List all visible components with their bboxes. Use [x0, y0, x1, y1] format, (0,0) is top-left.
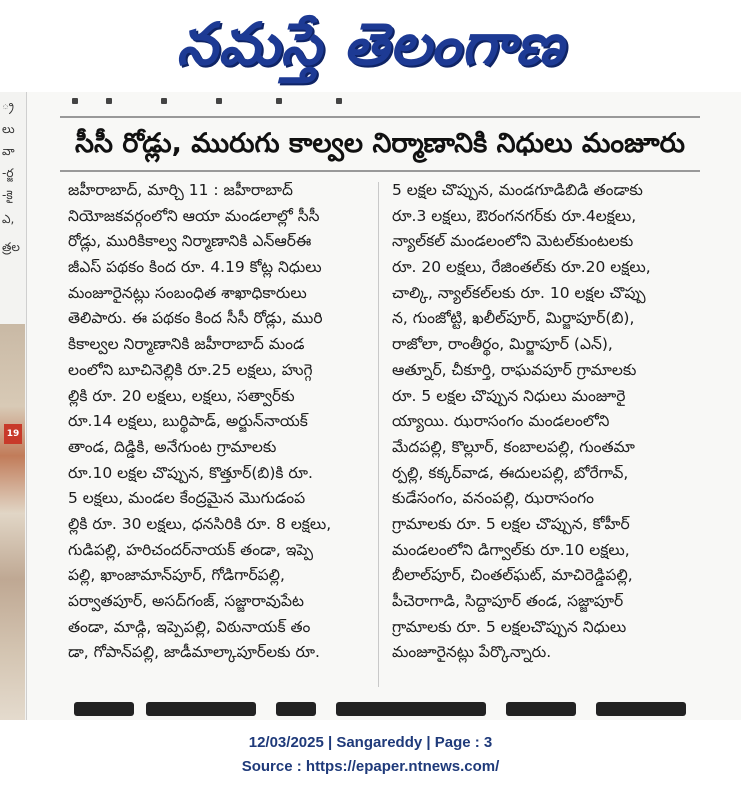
article-line-left: రోడ్లు, మురికికాల్వ నిర్మాణానికి ఎన్ఆర్ఈ: [68, 232, 312, 251]
adjacent-text-fragment: -కై: [2, 188, 13, 202]
article-line-left: తండా, మాడ్గి, ఇప్పెపల్లి, విఠునాయక్ తం: [68, 617, 311, 636]
edition-date-line: 12/03/2025 | Sangareddy | Page : 3: [248, 734, 493, 751]
column-divider: [378, 182, 379, 687]
article-line-right: మండలంలోని డిగ్వాల్‌కు రూ.10 లక్షలు,: [392, 540, 630, 559]
article-line-right: రూ. 20 లక్షలు, రేజింతల్‌కు రూ.20 లక్షలు,: [392, 258, 651, 277]
article-line-left: నియోజకవర్గంలోని ఆయా మండలాల్లో సీసీ: [68, 206, 320, 225]
article-line-right: గ్రామాలకు రూ. 5 లక్షలచొప్పున నిధులు: [392, 617, 627, 636]
source-link[interactable]: Source : https://epaper.ntnews.com/: [241, 758, 500, 775]
article-line-left: డా, గోపాన్‌పల్లి, జాడీమాల్కాపూర్‌లకు రూ.: [68, 643, 320, 662]
adjacent-column-strip: [0, 92, 27, 720]
adjacent-text-fragment: ్ర: [2, 98, 14, 112]
adjacent-photo: [0, 324, 25, 720]
adjacent-text-fragment: త్రల: [2, 240, 20, 254]
article-line-left: లంలోని బూచినెల్లికి రూ.25 లక్షలు, హుగ్గె: [68, 360, 313, 379]
article-headline: సీసీ రోడ్లు, మురుగు కాల్వల నిర్మాణానికి నిధులు మంజూరు: [75, 128, 685, 159]
article-line-right: రూ. 5 లక్షల చొప్పున నిధులు మంజూరై: [392, 386, 626, 405]
masthead: [0, 0, 741, 88]
article-line-left: గుడిపల్లి, హరిచందర్‌నాయక్ తండా, ఇప్పె: [68, 540, 314, 559]
article-line-right: చాల్కి, న్యాల్‌కల్‌లకు రూ. 10 లక్షల చొప్పు: [392, 283, 646, 302]
newspaper-logo: నమస్తే తెలంగాణ: [176, 10, 565, 78]
cut-headline-remnant-bottom: [66, 700, 696, 718]
adjacent-text-fragment: ఎ,: [2, 212, 15, 226]
article-line-left: తెలిపారు. ఈ పథకం కింద సీసీ రోడ్లు, మురి: [68, 309, 323, 328]
article-line-right: బీలాల్‌పూర్, చింతల్‌ఘట్, మాచిరెడ్డిపల్లి,: [392, 566, 633, 585]
article-line-right: ర్పల్లి, కక్కర్‌వాడ, ఈదులపల్లి, బోరేగావ్,: [392, 463, 629, 482]
article-line-right: 5 లక్షల చొప్పున, మండగూడిబిడి తండాకు: [392, 181, 643, 199]
article-line-right: రాజోలా, రాంతీర్థం, మిర్జాపూర్ (ఎన్),: [392, 335, 613, 354]
article-line-left: పర్వాతపూర్, అసద్‌గంజ్, సజ్జారావుపేట: [68, 592, 304, 610]
article-line-left: ల్లికి రూ. 30 లక్షలు, ధనసిరికి రూ. 8 లక్షలు,: [68, 514, 332, 533]
article-column-right: [392, 178, 692, 666]
photo-badge-icon: 19: [4, 424, 22, 444]
adjacent-text-fragment: వా: [2, 144, 15, 158]
article-line-right: య్యాయి. ఝరాసంగం మండలంలోని: [392, 412, 610, 431]
article-line-left: జీఎస్ పథకం కింద రూ. 4.19 కోట్ల నిధులు: [68, 258, 322, 277]
article-line-left: రూ.10 లక్షల చొప్పున, కొత్తూర్(బి)కి రూ.: [68, 463, 313, 482]
article-line-right: మేదపల్లి, కొల్లూర్, కంబాలపల్లి, గుంతమా: [392, 437, 635, 456]
article-column-left: [68, 178, 368, 666]
news-clipping: [0, 92, 741, 720]
article-line-right: ఆత్నూర్, చీకూర్తి, రాఘవపూర్ గ్రామాలకు: [392, 360, 637, 379]
headline-rule-top: [60, 116, 700, 118]
article-line-left: జహీరాబాద్, మార్చి 11 : జహీరాబాద్: [68, 181, 293, 199]
adjacent-text-fragment: లు: [2, 122, 15, 136]
article-line-left: రూ.14 లక్షలు, బుర్థిపాడ్, అర్జున్‌నాయక్: [68, 412, 308, 431]
headline-rule-bottom: [60, 170, 700, 172]
article-line-left: కికాల్వల నిర్మాణానికి జహీరాబాద్ మండ: [68, 335, 305, 354]
article-line-right: న్యాల్‌కల్ మండలంలోని మెటల్‌కుంటలకు: [392, 232, 634, 251]
article-line-left: ల్లికి రూ. 20 లక్షలు, లక్షలు, సత్వార్‌కు: [68, 386, 295, 405]
adjacent-text-fragment: -ర్జ: [2, 166, 14, 180]
article-line-right: గ్రామాలకు రూ. 5 లక్షల చొప్పున, కోహీర్: [392, 514, 630, 533]
article-line-left: మంజూరైనట్లు సంబంధిత శాఖాధికారులు: [68, 283, 307, 302]
article-line-right: రూ.3 లక్షలు, ఔరంగనగర్‌కు రూ.4లక్షలు,: [392, 206, 637, 225]
article-line-left: 5 లక్షలు, మండల కేంద్రమైన మొగుడంప: [68, 489, 306, 508]
article-line-left: పల్లి, ఖాంజామాన్‌పూర్, గోడిగార్‌పల్లి,: [68, 566, 285, 585]
article-line-right: కుడేసంగం, వనంపల్లి, ఝరాసంగం: [392, 489, 595, 508]
article-line-right: మంజూరైనట్లు పేర్కొన్నారు.: [392, 643, 552, 662]
cut-text-remnant-top: [66, 94, 366, 108]
article-line-right: పీచెరాగాడి, సిద్దాపూర్ తండ, సజ్జాపూర్: [392, 592, 624, 610]
article-line-left: తాండ, దిడ్డికి, అనేగుంట గ్రామాలకు: [68, 437, 277, 456]
article-line-right: న, గుంజోట్టి, ఖలీల్‌పూర్, మిర్జాపూర్(బి),: [392, 309, 635, 328]
